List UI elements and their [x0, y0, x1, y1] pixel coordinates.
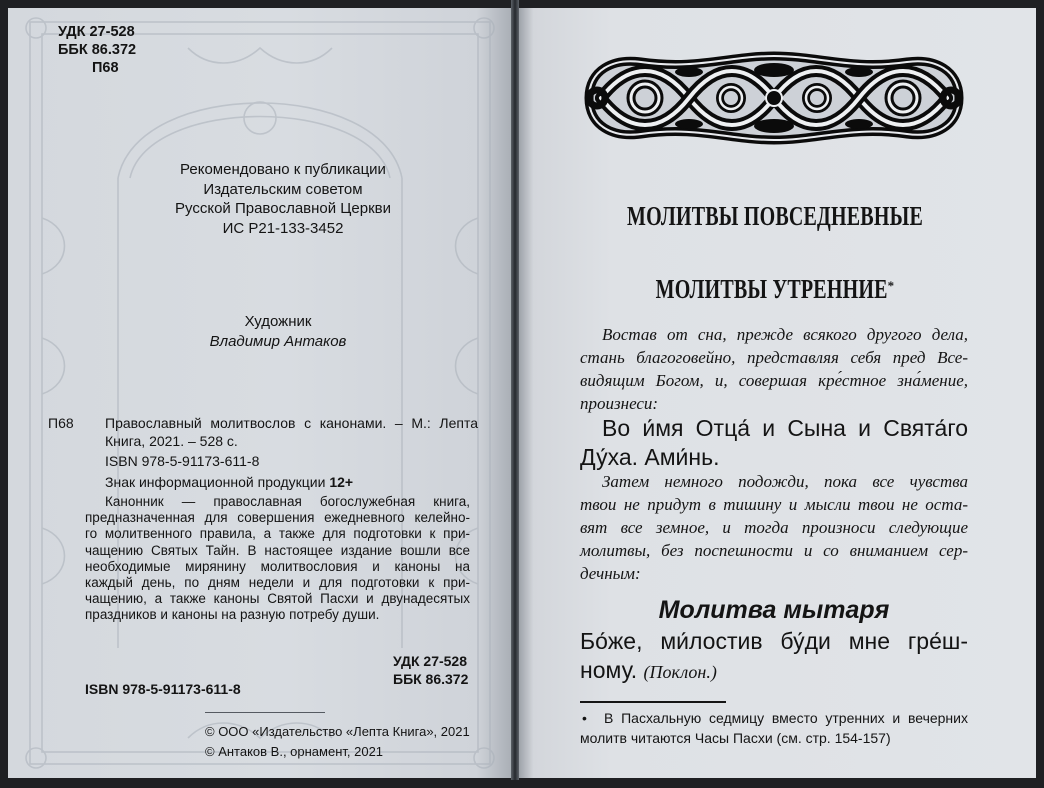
abstract-line: каждый день, по дням недели и для подготовки к при- [85, 575, 470, 590]
invocation-line: Во и́мя Отца́ и Сына и Свята́го [602, 415, 968, 441]
rubric-line: вят все земное, и тогда произноси следующие [580, 517, 968, 537]
subsection-title-text: МОЛИТВЫ УТРЕННИЕ [655, 275, 888, 305]
rubric-line: Востав от сна, прежде всякого другого дела, [602, 324, 968, 344]
prayer-title: Молитва мытаря [658, 596, 890, 624]
abstract-line: чащению, а также каноны Святой Пасхи и двунадесятых [85, 591, 470, 607]
artist-credit [178, 312, 378, 352]
bibliography-mark: П68 [48, 415, 74, 431]
rubric-line: произнеси: [580, 393, 659, 413]
footer-udk-code: УДК 27-528 [393, 653, 467, 669]
recommendation-line: Издательским советом [203, 180, 363, 198]
bibliography-line: Православный молитвослов с канонами. – М.: Лепта [105, 415, 478, 431]
artist-label: Художник [244, 313, 312, 330]
abstract-line: чащению Святых Тайн. В настоящее издание вошли все [85, 542, 470, 558]
rubric-line: дечным: [580, 563, 641, 583]
rubric-line: Затем немного подожди, пока все чувства [602, 471, 968, 491]
bbk-code: ББК 86.372 [58, 42, 137, 58]
prayer-line-text: ному. [580, 656, 638, 683]
abstract-line: праздников и каноны на разную потребу души. [85, 607, 380, 623]
footnote-marker: • [582, 710, 587, 726]
abstract-line: необходимые мирянину молитвословия и каноны на [85, 558, 470, 574]
age-rating-label: Знак информационной продукции [105, 474, 326, 490]
recommendation-number: ИС Р21-133-3452 [222, 220, 344, 238]
footer-isbn: ISBN 978-5-91173-611-8 [85, 681, 241, 697]
rubric-line: стань благоговейно, представляя себя пред Все- [580, 347, 968, 367]
author-mark: П68 [92, 60, 119, 76]
age-rating-notice [105, 473, 353, 491]
copyright-ornament: © Антаков В., орнамент, 2021 [205, 744, 384, 759]
knotwork-ornament-banner [579, 50, 969, 146]
prayer-line: Бо́же, ми́лостив бу́ди мне гре́ш- [580, 627, 968, 654]
prayer-line [580, 656, 717, 687]
right-page-prayers [518, 8, 1036, 778]
footnote-separator [580, 701, 726, 703]
rubric-line: молитвы, без поспешности и со вниманием сер- [580, 540, 968, 560]
copyright-separator [205, 712, 325, 713]
invocation-line: Ду́ха. Ами́нь. [580, 443, 720, 470]
left-page-imprint [8, 8, 512, 778]
rubric-line: видящим Богом, и, совершая кре́стное зна́мение, [580, 370, 968, 390]
footer-bbk-code: ББК 86.372 [393, 671, 469, 687]
subsection-title [518, 271, 1032, 305]
bibliography-line: Книга, 2021. – 528 с. [105, 433, 238, 449]
section-title-text: МОЛИТВЫ ПОВСЕДНЕВНЫЕ [627, 202, 923, 232]
abstract-line: предназначенная для совершения ежедневного келейно- [85, 510, 470, 526]
udk-code: УДК 27-528 [58, 24, 135, 40]
rubric-line: твои не придут в тишину и мысли твои не оста- [580, 494, 968, 514]
book-gutter [511, 0, 519, 780]
footnote-line: В Пасхальную седмицу вместо утренних и вечерних [604, 710, 968, 726]
section-title [518, 202, 1032, 232]
prayer-rubric: (Поклон.) [643, 661, 717, 682]
abstract-line: Канонник — православная богослужебная книга, [105, 494, 470, 509]
footnote-line: молитв читаются Часы Пасхи (см. стр. 154-157) [580, 730, 891, 746]
footnote-reference-marker: * [887, 278, 895, 293]
abstract-line: го молитвенного правила, а также для подготовки к при- [85, 526, 470, 542]
recommendation-line: Рекомендовано к публикации [180, 161, 386, 178]
header-classification [58, 23, 136, 77]
isbn: ISBN 978-5-91173-611-8 [105, 453, 260, 469]
artist-name: Владимир Антаков [209, 333, 347, 350]
age-rating-badge: 12+ [329, 474, 354, 490]
recommendation-block [150, 160, 416, 239]
recommendation-line: Русской Православной Церкви [175, 200, 391, 218]
copyright-publisher: © ООО «Издательство «Лепта Книга», 2021 [205, 724, 470, 739]
